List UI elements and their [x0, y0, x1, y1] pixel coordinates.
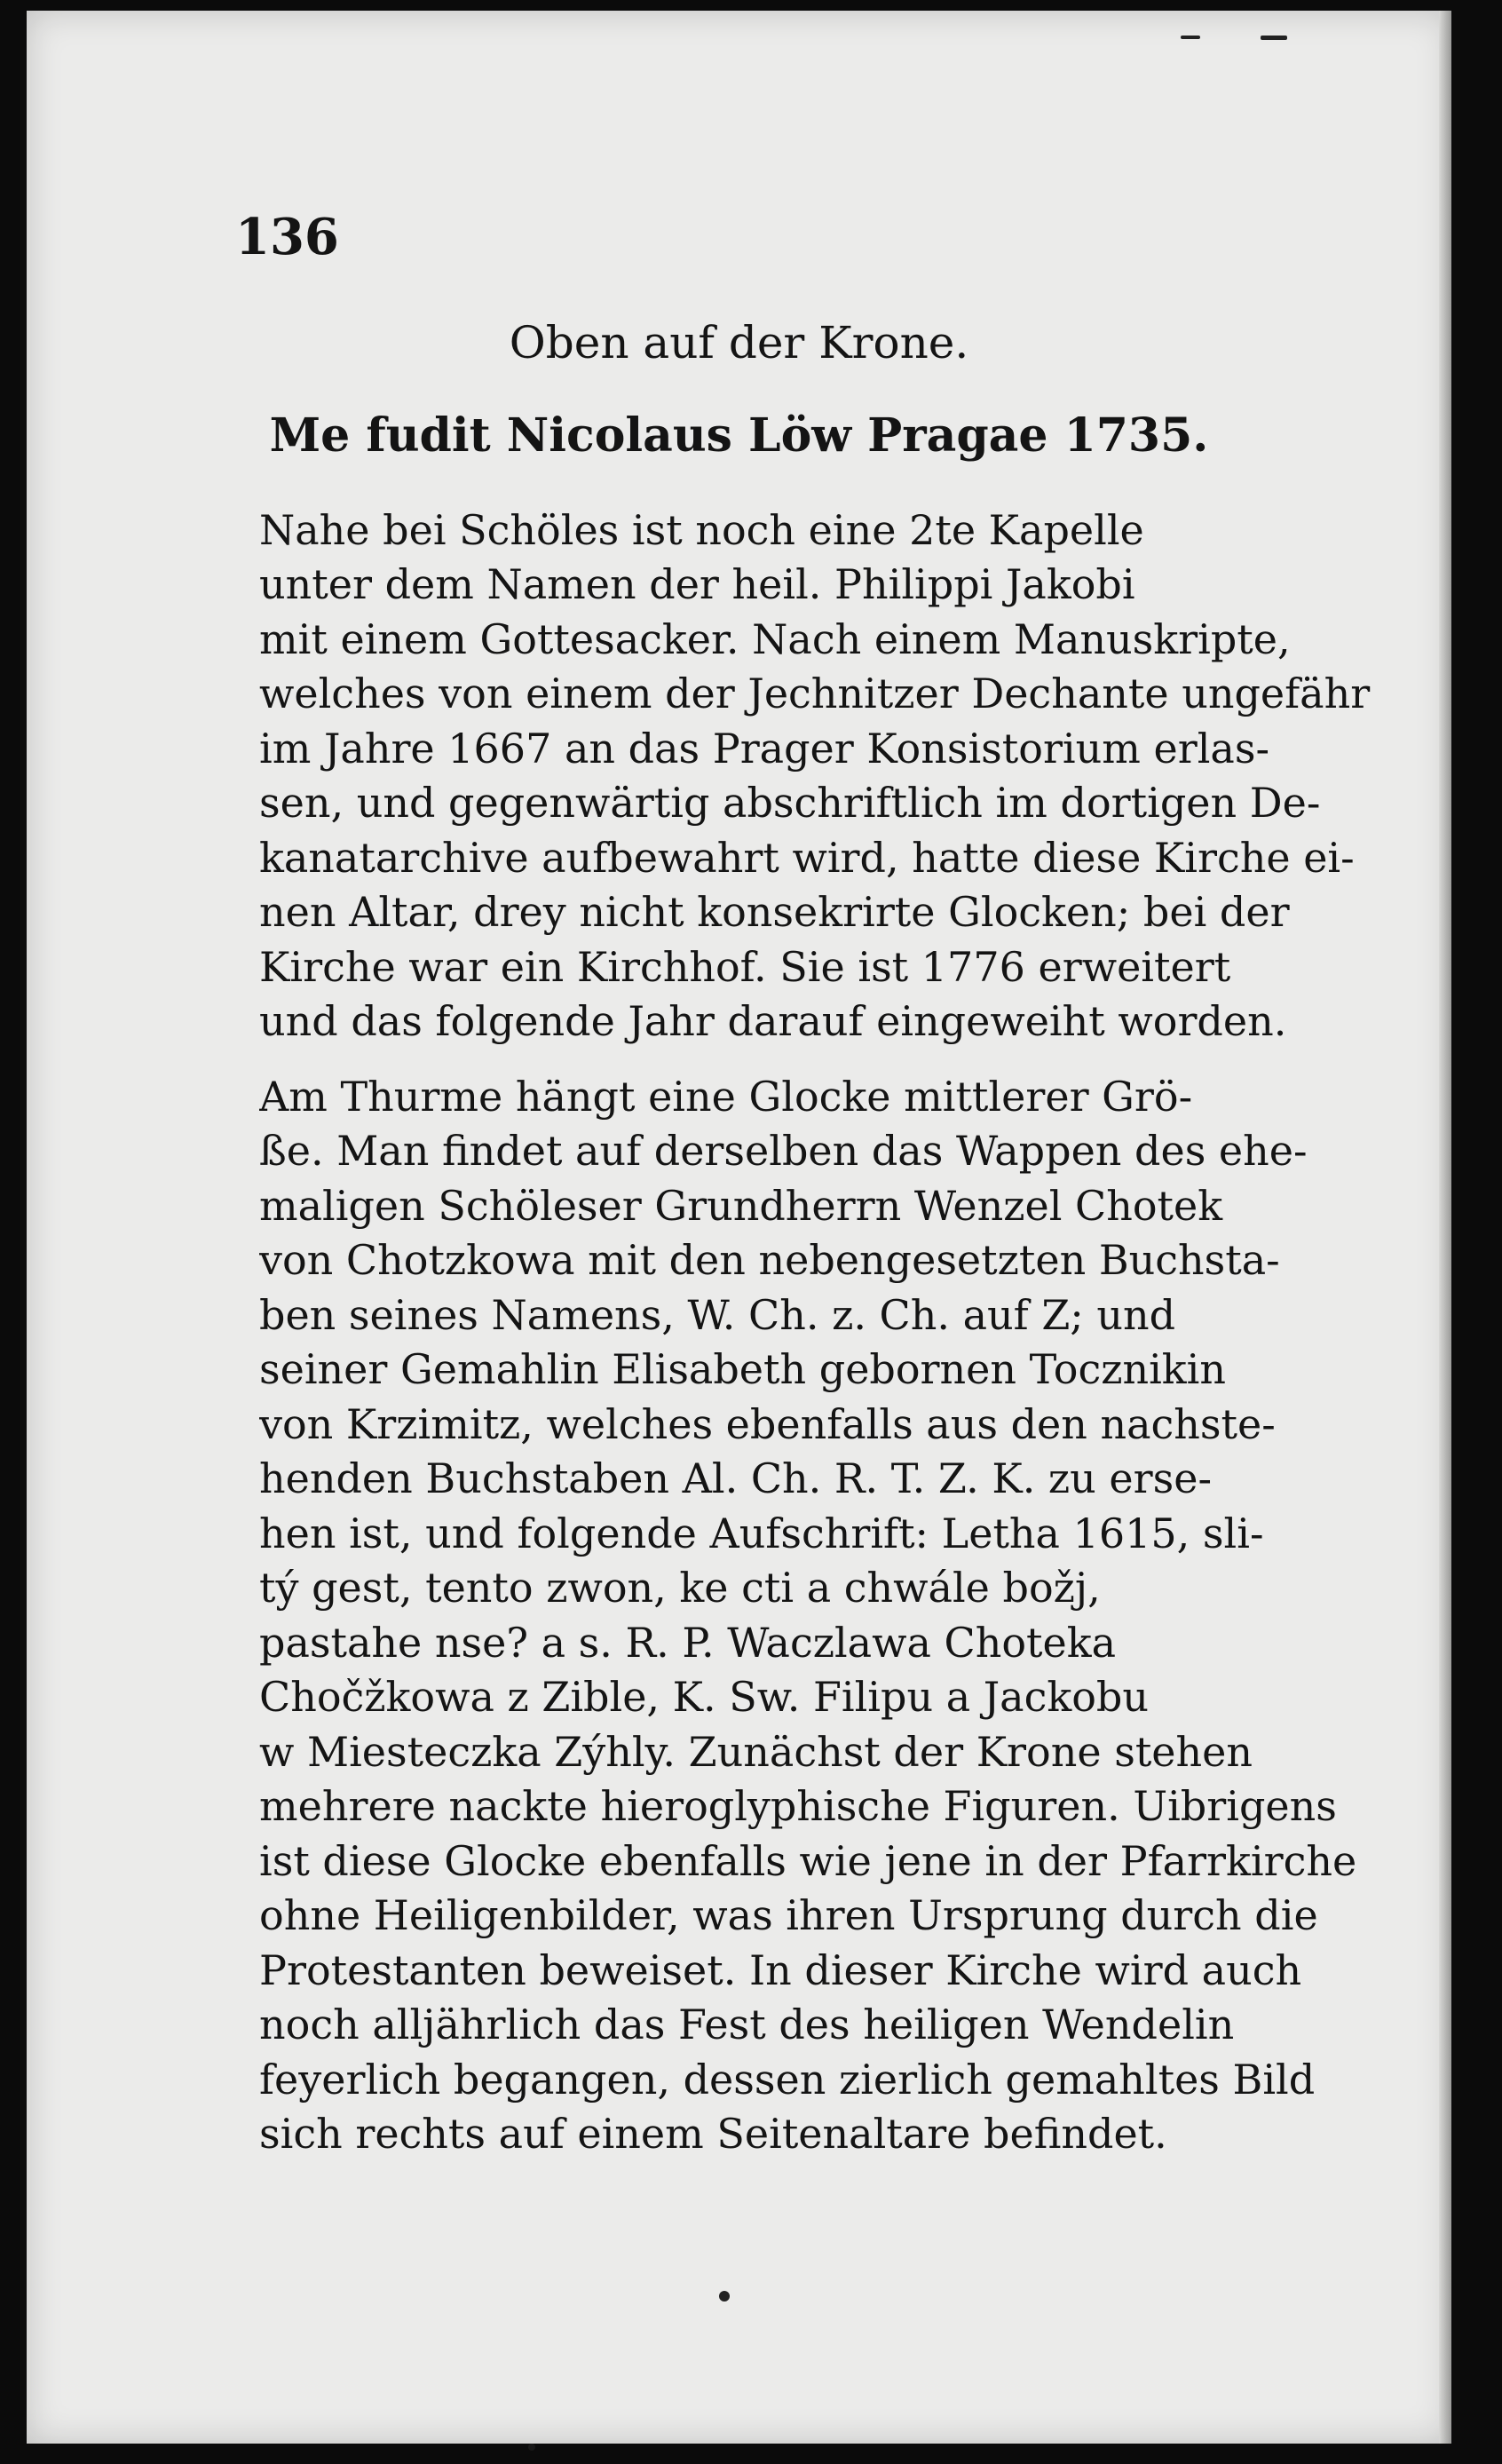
text-line: Chočžkowa z Zible, K. Sw. Filipu a Jackobu: [259, 1673, 1150, 1721]
text-line: und das folgende Jahr darauf eingeweiht worden.: [259, 997, 1287, 1045]
text-line: kanatarchive aufbewahrt wird, hatte diese Kirche ei-: [259, 834, 1355, 882]
text-line: ben seines Namens, W. Ch. z. Ch. auf Z; und: [259, 1291, 1176, 1339]
text-line: ist diese Glocke ebenfalls wie jene in der Pfarrkirche: [259, 1837, 1357, 1885]
bell-inscription: Me fudit Nicolaus Löw Pragae 1735.: [269, 408, 1209, 463]
text-line: von Chotzkowa mit den nebengesetzten Buchsta-: [259, 1236, 1280, 1284]
text-line: maligen Schöleser Grundherrn Wenzel Chotek: [259, 1182, 1223, 1230]
text-line: sen, und gegenwärtig abschriftlich im dortigen De-: [259, 779, 1321, 827]
text-line: noch alljährlich das Fest des heiligen Wendelin: [259, 2001, 1235, 2048]
text-line: sich rechts auf einem Seitenaltare befindet.: [259, 2110, 1167, 2158]
book-page: [27, 11, 1451, 2444]
text-line: tý gest, tento zwon, ke cti a chwále božj,: [259, 1564, 1101, 1612]
text-line: unter dem Namen der heil. Philippi Jakobi: [259, 560, 1135, 608]
text-line: welches von einem der Jechnitzer Dechante ungefähr: [259, 669, 1371, 717]
paper-speck: [719, 2291, 730, 2302]
text-line: Protestanten beweiset. In dieser Kirche wird auch: [259, 1946, 1302, 1994]
text-line: ße. Man findet auf derselben das Wappen des ehe-: [259, 1127, 1308, 1175]
text-line: von Krzimitz, welches ebenfalls aus den nachste-: [259, 1400, 1276, 1448]
text-line: Am Thurme hängt eine Glocke mittlerer Grö-: [259, 1073, 1193, 1121]
text-line: henden Buchstaben Al. Ch. R. T. Z. K. zu erse-: [259, 1454, 1213, 1502]
text-line: mit einem Gottesacker. Nach einem Manuskripte,: [259, 615, 1291, 663]
page-edge-shadow: [1439, 11, 1451, 2444]
text-line: w Miesteczka Zýhly. Zunächst der Krone stehen: [259, 1728, 1253, 1776]
paper-speck: [1181, 36, 1200, 39]
text-line: mehrere nackte hieroglyphische Figuren. Uibrigens: [259, 1782, 1337, 1830]
paper-speck: [1261, 36, 1287, 40]
text-line: ohne Heiligenbilder, was ihren Ursprung durch die: [259, 1891, 1318, 1939]
text-line: hen ist, und folgende Aufschrift: Letha 1615, sli-: [259, 1509, 1264, 1557]
text-line: pastahe nse? a s. R. P. Waczlawa Choteka: [259, 1619, 1117, 1667]
text-line: Kirche war ein Kirchhof. Sie ist 1776 erweitert: [259, 943, 1231, 991]
text-line: Nahe bei Schöles ist noch eine 2te Kapelle: [259, 506, 1144, 554]
paper-speck: [528, 2444, 535, 2451]
text-line: nen Altar, drey nicht konsekrirte Glocken; bei der: [259, 888, 1290, 936]
section-heading: Oben auf der Krone.: [509, 317, 969, 368]
text-line: im Jahre 1667 an das Prager Konsistorium erlas-: [259, 725, 1270, 772]
page-number: 136: [235, 208, 339, 266]
text-line: feyerlich begangen, dessen zierlich gemahltes Bild: [259, 2056, 1316, 2104]
text-line: seiner Gemahlin Elisabeth gebornen Tocznikin: [259, 1345, 1226, 1393]
